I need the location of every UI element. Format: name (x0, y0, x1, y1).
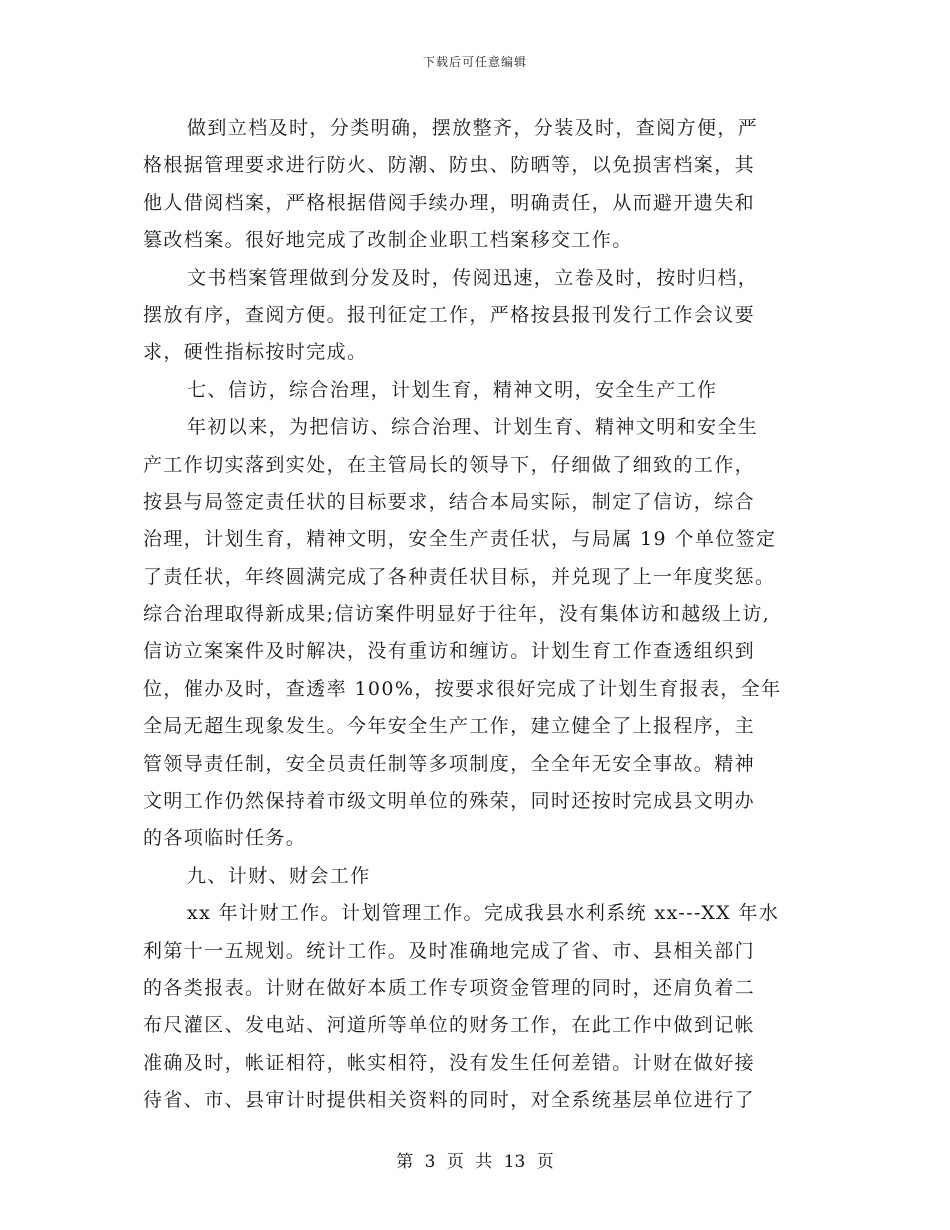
text-line: 按县与局签定责任状的目标要求，结合本局实际，制定了信访，综合 (143, 490, 756, 513)
text-line: 七、信访，综合治理，计划生育，精神文明，安全生产工作 (187, 378, 718, 401)
text-line: 做到立档及时，分类明确，摆放整齐，分装及时，查阅方便，严 (187, 117, 759, 139)
text-line: 他人借阅档案，严格根据借阅手续办理，明确责任，从而避开遗失和 (143, 191, 756, 214)
text-line: 了责任状，年终圆满完成了各种责任状目标，并兑现了上一年度奖惩。 (143, 565, 776, 588)
text-line: 九、计财、财会工作 (187, 864, 371, 887)
text-line: 的各项临时任务。 (143, 827, 307, 850)
text-line: xx 年计财工作。计划管理工作。完成我县水利系统 xx---XX 年水 (187, 902, 780, 925)
text-line: 综合治理取得新成果;信访案件明显好于往年，没有集体访和越级上访, (143, 603, 771, 626)
text-line: 的各类报表。计财在做好本质工作专项资金管理的同时，还肩负着二 (143, 976, 756, 999)
page-number-footer: 第 3 页 共 13 页 (396, 1152, 554, 1172)
text-line: 管领导责任制，安全员责任制等多项制度，全全年无安全事故。精神 (143, 752, 756, 775)
text-line: 利第十一五规划。统计工作。及时准确地完成了省、市、县相关部门 (143, 939, 756, 962)
document-body (143, 110, 803, 1120)
text-line: 全局无超生现象发生。今年安全生产工作，建立健全了上报程序，主 (143, 715, 756, 738)
text-line: 文明工作仍然保持着市级文明单位的殊荣，同时还按时完成县文明办 (143, 790, 756, 813)
header-note: 下载后可任意编辑 (422, 55, 527, 69)
text-line: 准确及时，帐证相符，帐实相符，没有发生任何差错。计财在做好接 (143, 1051, 756, 1074)
text-line: 求，硬性指标按时完成。 (143, 341, 368, 364)
text-line: 布尺灌区、发电站、河道所等单位的财务工作，在此工作中做到记帐 (143, 1014, 756, 1037)
text-line: 篡改档案。很好地完成了改制企业职工档案移交工作。 (143, 229, 633, 252)
text-line: 待省、市、县审计时提供相关资料的同时，对全系统基层单位进行了 (143, 1089, 756, 1112)
text-line: 信访立案案件及时解决，没有重访和缠访。计划生育工作查透组织到 (143, 640, 756, 663)
text-line: 摆放有序，查阅方便。报刊征定工作，严格按县报刊发行工作会议要 (143, 303, 756, 326)
text-line: 治理，计划生育，精神文明，安全生产责任状，与局属 19 个单位签定 (143, 528, 777, 551)
text-line: 产工作切实落到实处，在主管局长的领导下，仔细做了细致的工作， (143, 453, 756, 476)
text-line: 年初以来，为把信访、综合治理、计划生育、精神文明和安全生 (187, 416, 759, 439)
text-line: 格根据管理要求进行防火、防潮、防虫、防晒等，以免损害档案，其 (143, 154, 756, 177)
text-line: 位，催办及时，查透率 100%，按要求很好完成了计划生育报表，全年 (143, 677, 782, 700)
text-line: 文书档案管理做到分发及时，传阅迅速，立卷及时，按时归档， (187, 266, 759, 289)
